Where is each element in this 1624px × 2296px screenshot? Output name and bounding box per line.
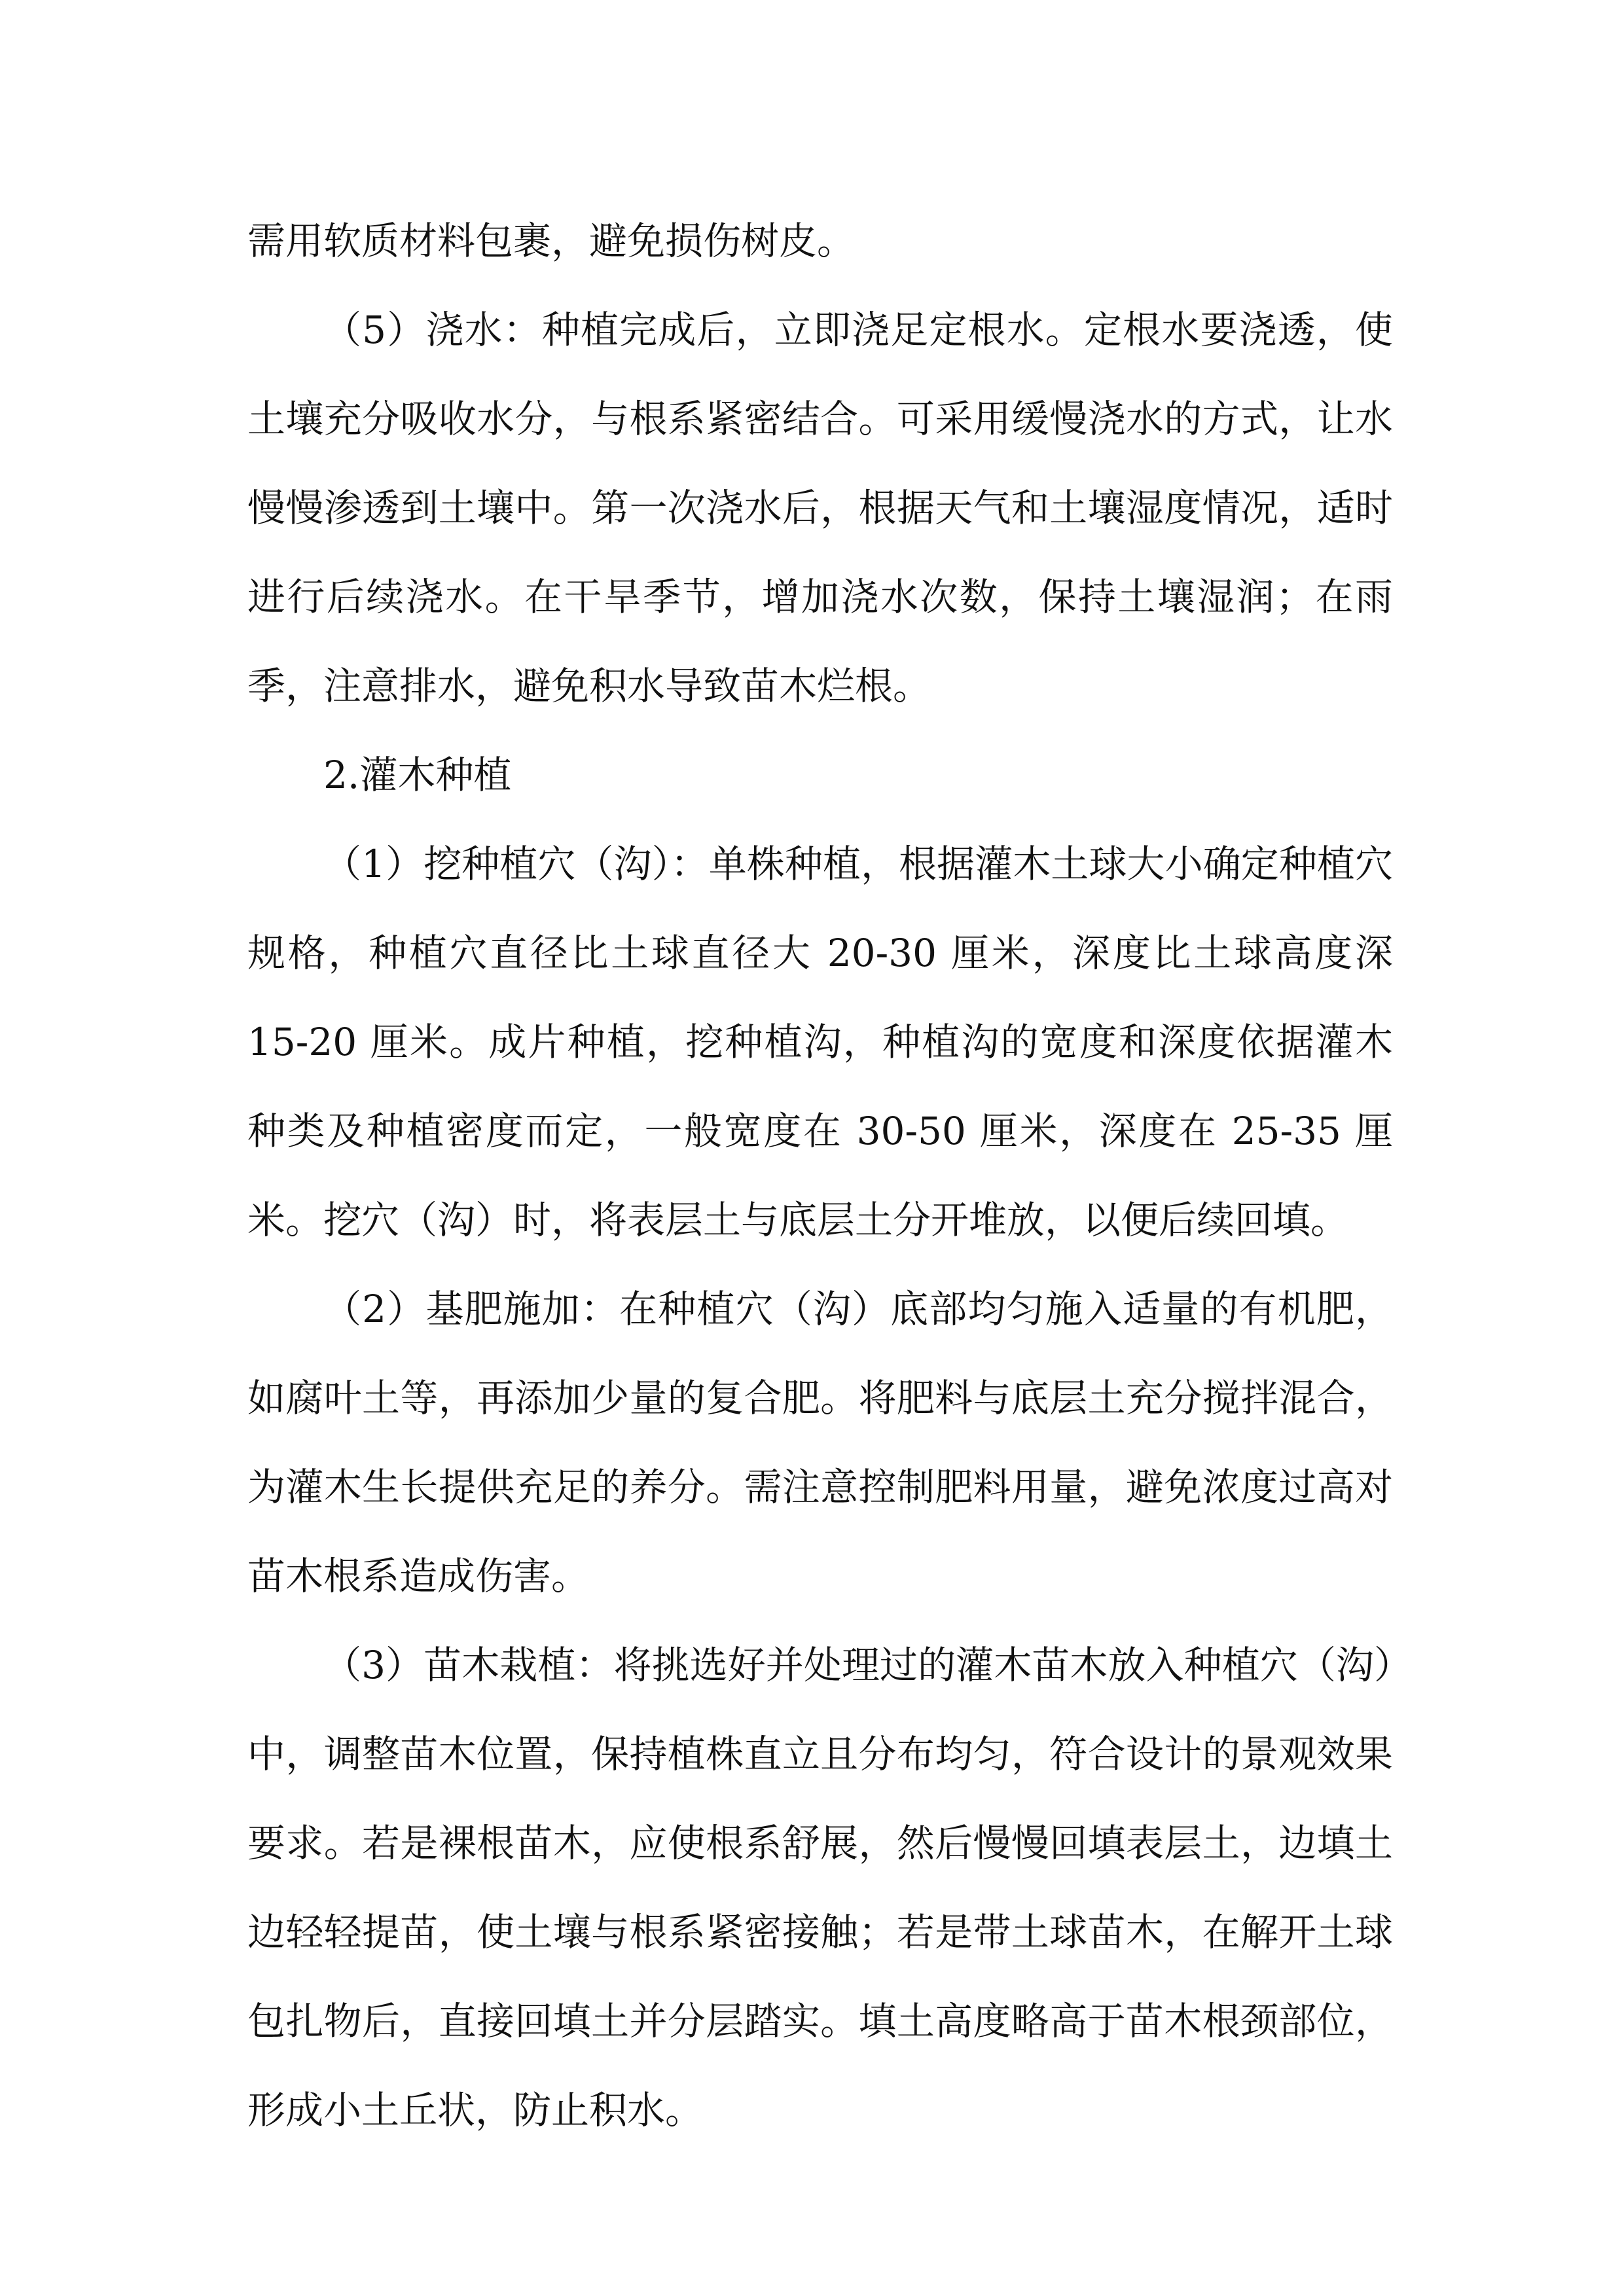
section-heading-shrub-planting: 2.灌木种植 [323,753,512,797]
paragraph-base-fertilizer: （2）基肥施加：在种植穴（沟）底部均匀施入适量的有机肥，如腐叶土等，再添加少量的复合肥。将肥料与底层土充分搅拌混合，为灌木生长提供充足的养分。需注意控制肥料用量，避免浓度过高对苗木根系造成伤害。 [247,1287,1393,1598]
body-text [247,196,1393,2155]
paragraph-watering: （5）浇水：种植完成后，立即浇足定根水。定根水要浇透，使土壤充分吸收水分，与根系紧密结合。可采用缓慢浇水的方式，让水慢慢渗透到土壤中。第一次浇水后，根据天气和土壤湿度情况，适时进行后续浇水。在干旱季节，增加浇水次数，保持土壤湿润；在雨季，注意排水，避免积水导致苗木烂根。 [247,308,1393,708]
paragraph-dig-planting-hole: （1）挖种植穴（沟）：单株种植，根据灌木土球大小确定种植穴规格，种植穴直径比土球直径大 20-30 厘米，深度比土球高度深 15-20 厘米。成片种植，挖种植沟，种植沟的宽度和深度依据灌木种类及种植密度而定，一般宽度在 30-50 厘米，深度在 25-35 厘米。挖穴（沟）时，将表层土与底层土分开堆放，以便后续回填。 [247,842,1393,1242]
paragraph-seedling-planting: （3）苗木栽植：将挑选好并处理过的灌木苗木放入种植穴（沟）中，调整苗木位置，保持植株直立且分布均匀，符合设计的景观效果要求。若是裸根苗木，应使根系舒展，然后慢慢回填表层土，边填土边轻轻提苗，使土壤与根系紧密接触；若是带土球苗木，在解开土球包扎物后，直接回填土并分层踏实。填土高度略高于苗木根颈部位，形成小土丘状，防止积水。 [247,1643,1393,2132]
paragraph-continuation: 需用软质材料包裹，避免损伤树皮。 [247,219,856,263]
